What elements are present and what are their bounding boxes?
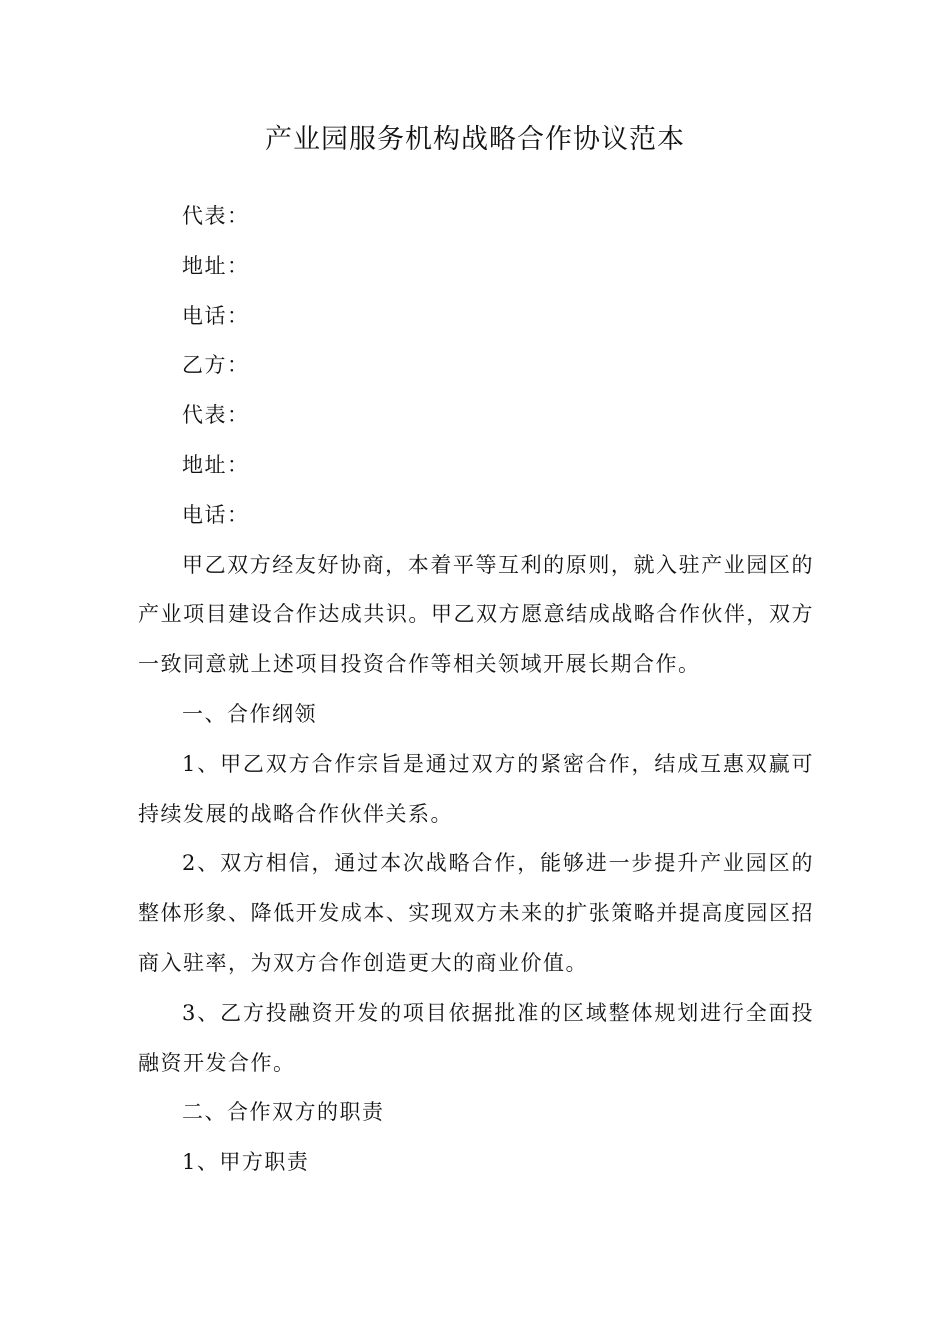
representative-label-a: 代表： xyxy=(182,204,250,228)
address-label-b: 地址： xyxy=(182,452,250,477)
clause-1-3: 3、乙方投融资开发的项目依据批准的区域整体规划进行全面投融资开发合作。 xyxy=(138,1000,814,1075)
phone-label-a: 电话： xyxy=(182,303,250,328)
clause-2-1: 1、甲方职责 xyxy=(182,1150,310,1175)
section-heading-cooperation-outline: 一、合作纲领 xyxy=(182,701,317,726)
party-b-label: 乙方： xyxy=(182,353,250,378)
representative-label-b: 代表： xyxy=(182,403,250,428)
phone-label-b: 电话： xyxy=(182,502,250,527)
document-title: 产业园服务机构战略合作协议范本 xyxy=(265,124,685,155)
preamble-paragraph: 甲乙双方经友好协商，本着平等互利的原则，就入驻产业园区的产业项目建设合作达成共识。甲乙双方愿意结成战略合作伙伴，双方一致同意就上述项目投资合作等相关领域开展长期合作。 xyxy=(138,552,814,677)
section-heading-responsibilities: 二、合作双方的职责 xyxy=(182,1100,385,1125)
document-body xyxy=(138,192,814,1188)
clause-1-1: 1、甲乙双方合作宗旨是通过双方的紧密合作，结成互惠双赢可持续发展的战略合作伙伴关系。 xyxy=(138,751,814,826)
clause-1-2: 2、双方相信，通过本次战略合作，能够进一步提升产业园区的整体形象、降低开发成本、实现双方未来的扩张策略并提高度园区招商入驻率，为双方合作创造更大的商业价值。 xyxy=(138,851,814,975)
address-label-a: 地址： xyxy=(182,253,250,278)
